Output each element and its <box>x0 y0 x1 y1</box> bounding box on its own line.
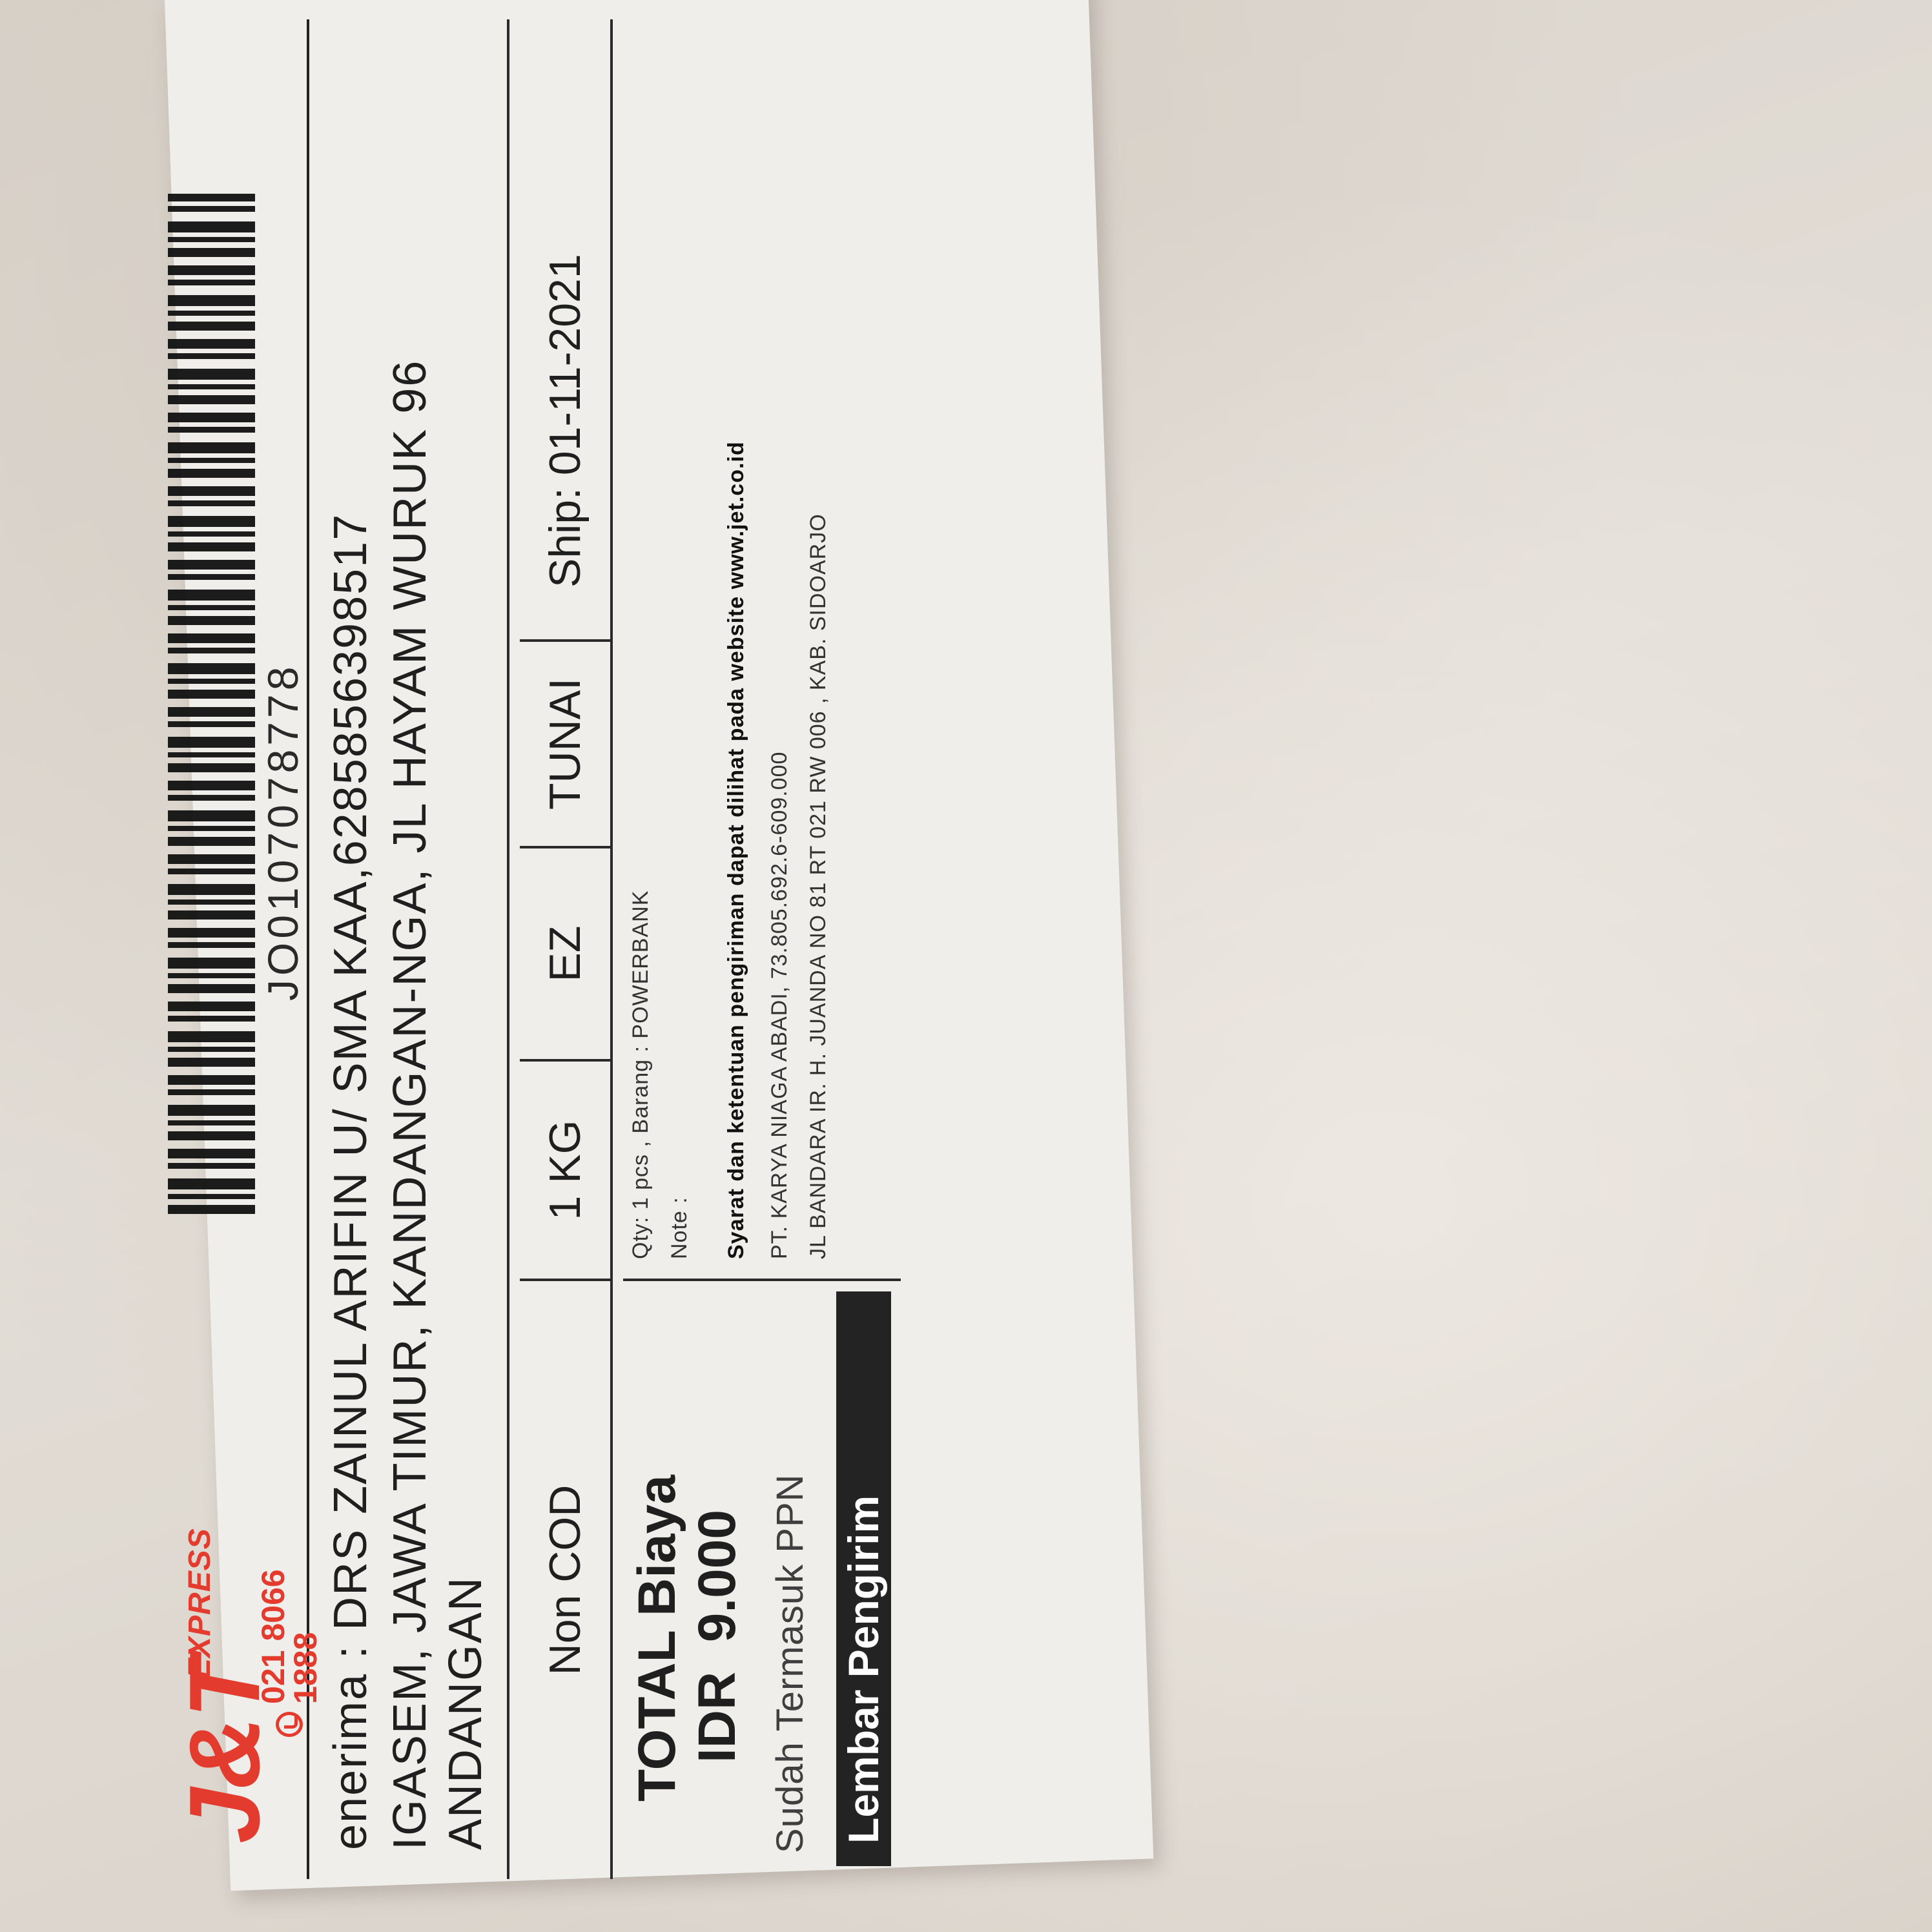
phone-number: 021 8066 1888 <box>255 1569 324 1704</box>
phone-contact <box>257 1508 322 1737</box>
cost-box <box>623 1279 901 1879</box>
barcode-icon <box>168 194 255 1214</box>
shipment-details <box>630 58 901 1272</box>
quantity-item-line: Qty: 1 pcs , Barang : POWERBANK <box>628 890 653 1259</box>
terms-line: Syarat dan ketentuan pengiriman dapat dilihat pada website www.jet.co.id <box>724 441 748 1259</box>
package-weight: 1 KG <box>520 1059 610 1279</box>
label-header <box>158 19 324 1879</box>
brand-main-text: J&T <box>169 1658 280 1844</box>
details-section <box>623 19 901 1879</box>
company-address-line: JL BANDARA IR. H. JUANDA NO 81 RT 021 RW 006 , KAB. SIDOARJO <box>806 513 830 1259</box>
service-row <box>520 19 613 1879</box>
jt-express-logo <box>169 1508 324 1844</box>
cod-status: Non COD <box>520 1279 610 1879</box>
recipient-section <box>320 19 509 1879</box>
tracking-number: JO0107078778 <box>259 663 307 1001</box>
barcode-area <box>168 194 307 1214</box>
ship-date: Ship: 01-11-2021 <box>540 254 590 588</box>
phone-icon <box>276 1712 303 1737</box>
company-line: PT. KARYA NIAGA ABADI, 73.805.692.6-609.000 <box>767 751 792 1259</box>
note-line: Note : <box>667 1197 692 1259</box>
cost-title: TOTAL Biaya <box>628 1475 686 1802</box>
payment-method: TUNAI <box>520 639 610 846</box>
copy-type-banner: Lembar Pengirim <box>836 1291 891 1866</box>
brand-sub-text: EXPRESS <box>183 1528 217 1679</box>
cost-value: IDR 9.000 <box>688 1510 746 1763</box>
recipient-address-line: IGASEM, JAWA TIMUR, KANDANGAN-NGA, JL HAYAM WURUK 96 <box>384 359 436 1850</box>
recipient-city-line: ANDANGAN <box>440 1576 491 1850</box>
sort-code: EZ <box>520 846 610 1059</box>
recipient-name-line: enerima : DRS ZAINUL ARIFIN U/ SMA KAA,6285856398517 <box>325 513 376 1850</box>
shipping-label <box>158 19 1088 1879</box>
tax-note: Sudah Termasuk PPN <box>769 1474 811 1853</box>
